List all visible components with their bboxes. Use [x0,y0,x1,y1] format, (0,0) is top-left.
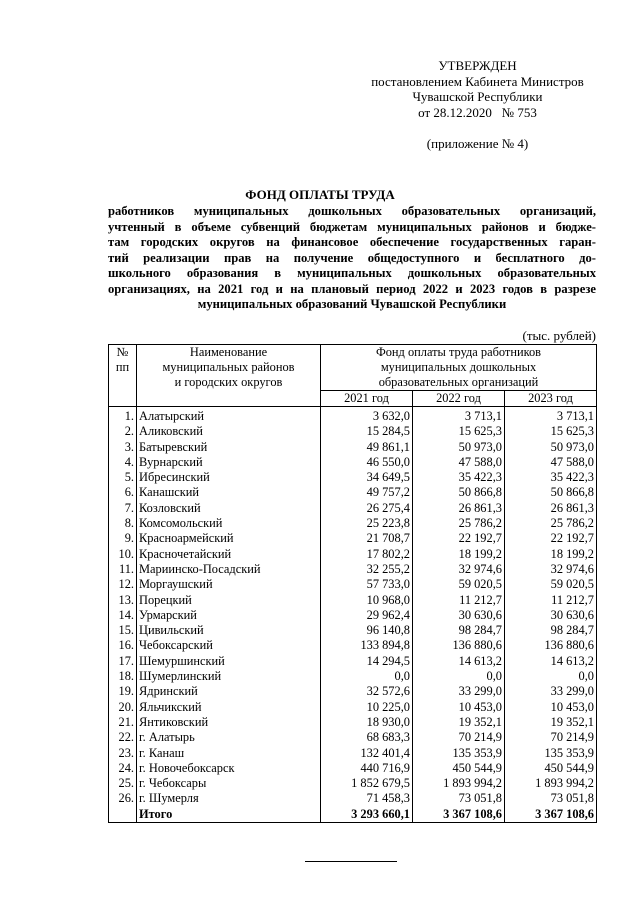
row-name: Шемуршинский [139,653,225,668]
row-value-2021: 29 962,4 [321,608,413,623]
header-year-2021: 2021 год [321,391,413,407]
row-value-2022: 25 786,2 [413,516,505,531]
row-name: Яльчикский [139,699,202,714]
row-name: Алатырский [139,409,205,423]
total-row [109,807,597,823]
row-value-2022: 32 974,6 [413,562,505,577]
row-value-2021: 46 550,0 [321,455,413,470]
header-year-2022: 2022 год [413,391,505,407]
row-name: Батыревский [139,439,208,454]
header-number: № пп [109,345,137,407]
approval-authority: постановлением Кабинета Министров [371,73,584,89]
approval-block [345,58,610,152]
row-value-2021: 32 572,6 [321,684,413,699]
row-number: 26. [109,791,137,806]
row-name: Шумерлинский [139,669,222,684]
table-row [109,501,597,516]
row-value-2023: 33 299,0 [505,684,597,699]
row-value-2022: 59 020,5 [413,577,505,592]
row-value-2023: 50 866,8 [505,485,597,500]
row-value-2021: 49 861,1 [321,440,413,455]
row-value-2021: 0,0 [321,669,413,684]
row-value-2023: 3 713,1 [505,407,597,425]
table-row [109,761,597,776]
row-number: 15. [109,623,137,638]
subtitle-line: работников муниципальных дошкольных образовательных организаций, [108,204,596,218]
subtitle-line: муниципальных образований Чувашской Республики [197,297,507,311]
table-row [109,684,597,699]
row-number: 22. [109,730,137,745]
table-row [109,531,597,546]
row-value-2023: 98 284,7 [505,623,597,638]
row-number: 14. [109,608,137,623]
row-number: 20. [109,700,137,715]
total-value-2022: 3 367 108,6 [413,807,505,823]
attachment-label: (приложение № 4) [426,136,529,151]
row-value-2023: 59 020,5 [505,577,597,592]
table-row [109,730,597,745]
fund-table-body [109,407,597,823]
row-value-2023: 136 880,6 [505,638,597,653]
row-name: Порецкий [139,592,192,607]
row-value-2021: 1 852 679,5 [321,776,413,791]
fund-table [108,344,597,823]
row-value-2023: 1 893 994,2 [505,776,597,791]
header-year-2023: 2023 год [505,391,597,407]
row-number: 4. [109,455,137,470]
row-value-2022: 26 861,3 [413,501,505,516]
table-row [109,638,597,653]
row-name: Янтиковский [139,714,209,729]
row-value-2023: 14 613,2 [505,654,597,669]
row-value-2023: 19 352,1 [505,715,597,730]
row-value-2023: 11 212,7 [505,593,597,608]
row-value-2022: 11 212,7 [413,593,505,608]
row-value-2022: 0,0 [413,669,505,684]
table-row [109,455,597,470]
row-value-2022: 450 544,9 [413,761,505,776]
row-number: 3. [109,440,137,455]
row-value-2022: 14 613,2 [413,654,505,669]
row-value-2023: 18 199,2 [505,547,597,562]
table-row [109,407,597,425]
row-value-2022: 19 352,1 [413,715,505,730]
row-value-2022: 98 284,7 [413,623,505,638]
row-name: Мариинско-Посадский [139,561,261,576]
row-value-2021: 68 683,3 [321,730,413,745]
row-value-2021: 10 225,0 [321,700,413,715]
row-name: Козловский [139,500,201,515]
row-value-2023: 30 630,6 [505,608,597,623]
table-row [109,746,597,761]
row-name: Красночетайский [139,546,232,561]
row-number: 6. [109,485,137,500]
row-name: г. Шумерля [139,791,199,806]
row-value-2022: 35 422,3 [413,470,505,485]
total-value-2021: 3 293 660,1 [321,807,413,823]
header-name: Наименование муниципальных районов и городских округов [137,345,321,407]
row-value-2022: 1 893 994,2 [413,776,505,791]
row-name: г. Чебоксары [139,776,207,791]
row-value-2022: 15 625,3 [413,424,505,439]
row-value-2023: 32 974,6 [505,562,597,577]
row-value-2022: 33 299,0 [413,684,505,699]
subtitle-line: организациях, на 2021 год и на плановый период 2022 и 2023 годов в разрезе [108,281,596,296]
row-value-2021: 32 255,2 [321,562,413,577]
row-name: Моргаушский [139,577,213,592]
table-row [109,562,597,577]
row-value-2023: 0,0 [505,669,597,684]
row-value-2021: 15 284,5 [321,424,413,439]
row-value-2021: 34 649,5 [321,470,413,485]
table-row [109,424,597,439]
row-name: Ибресинский [139,470,210,485]
row-value-2022: 30 630,6 [413,608,505,623]
row-name: г. Алатырь [139,730,195,745]
row-value-2021: 3 632,0 [321,407,413,425]
row-value-2021: 57 733,0 [321,577,413,592]
row-number: 9. [109,531,137,546]
row-value-2022: 50 866,8 [413,485,505,500]
total-label: Итого [137,807,321,823]
row-number: 23. [109,746,137,761]
approval-status: УТВЕРЖДЕН [438,58,517,73]
row-value-2022: 22 192,7 [413,531,505,546]
row-value-2021: 133 894,8 [321,638,413,653]
row-value-2023: 15 625,3 [505,424,597,439]
row-value-2021: 96 140,8 [321,623,413,638]
table-row [109,516,597,531]
header-fund-group: Фонд оплаты труда работников муниципальных дошкольных образовательных организаций [321,345,597,391]
approval-republic: Чувашской Республики [412,89,543,104]
table-row [109,715,597,730]
table-row [109,700,597,715]
row-value-2021: 440 716,9 [321,761,413,776]
row-name: Ядринский [139,684,198,699]
row-number: 24. [109,761,137,776]
approval-date-number: от 28.12.2020 № 753 [418,104,537,120]
table-row [109,547,597,562]
row-value-2021: 26 275,4 [321,501,413,516]
row-number: 16. [109,638,137,653]
row-name: Красноармейский [139,531,234,546]
row-value-2021: 25 223,8 [321,516,413,531]
row-value-2021: 17 802,2 [321,547,413,562]
row-value-2022: 18 199,2 [413,547,505,562]
units-label: (тыс. рублей) [522,328,596,343]
row-name: Комсомольский [139,516,223,531]
row-value-2022: 73 051,8 [413,791,505,806]
row-value-2022: 10 453,0 [413,700,505,715]
table-row [109,654,597,669]
row-number: 5. [109,470,137,485]
row-value-2023: 22 192,7 [505,531,597,546]
subtitle-line: там городских округов на финансовое обеспечение государственных гаран- [108,235,596,249]
subtitle-line: учтенный в объеме субвенций бюджетам муниципальных районов и бюдже- [108,219,596,234]
row-name: Урмарский [139,607,197,622]
footer-separator-line [305,861,397,862]
row-number: 1. [109,407,137,425]
row-name: Аликовский [139,424,203,439]
table-row [109,593,597,608]
table-row [109,440,597,455]
row-value-2022: 3 713,1 [413,407,505,425]
row-value-2023: 47 588,0 [505,455,597,470]
row-number: 13. [109,593,137,608]
row-value-2022: 70 214,9 [413,730,505,745]
row-value-2022: 47 588,0 [413,455,505,470]
table-row [109,623,597,638]
subtitle-line: тий реализации прав на получение общедоступного и бесплатного до- [108,250,596,265]
row-value-2021: 21 708,7 [321,531,413,546]
total-number [109,807,137,823]
row-value-2023: 25 786,2 [505,516,597,531]
document-title: ФОНД ОПЛАТЫ ТРУДА [245,187,395,202]
row-name: Чебоксарский [139,638,213,653]
row-name: Вурнарский [139,454,203,469]
table-row [109,608,597,623]
row-number: 18. [109,669,137,684]
row-value-2022: 135 353,9 [413,746,505,761]
row-number: 2. [109,424,137,439]
row-value-2023: 135 353,9 [505,746,597,761]
row-value-2022: 136 880,6 [413,638,505,653]
row-name: г. Новочебоксарск [139,760,235,775]
row-value-2023: 35 422,3 [505,470,597,485]
row-value-2023: 10 453,0 [505,700,597,715]
row-name: Канашский [139,485,200,500]
row-number: 12. [109,577,137,592]
row-value-2021: 132 401,4 [321,746,413,761]
row-value-2023: 26 861,3 [505,501,597,516]
document-subtitle [108,204,596,313]
row-number: 7. [109,501,137,516]
row-value-2021: 10 968,0 [321,593,413,608]
row-name: г. Канаш [139,745,185,760]
row-number: 25. [109,776,137,791]
table-row [109,577,597,592]
row-value-2023: 70 214,9 [505,730,597,745]
row-value-2021: 49 757,2 [321,485,413,500]
row-value-2023: 50 973,0 [505,440,597,455]
row-value-2021: 14 294,5 [321,654,413,669]
row-number: 19. [109,684,137,699]
subtitle-line: школьного образования в муниципальных дошкольных образовательных [108,266,596,280]
row-number: 21. [109,715,137,730]
row-number: 10. [109,547,137,562]
row-number: 11. [109,562,137,577]
total-value-2023: 3 367 108,6 [505,807,597,823]
table-row [109,485,597,500]
row-number: 17. [109,654,137,669]
row-value-2023: 450 544,9 [505,761,597,776]
row-value-2023: 73 051,8 [505,791,597,806]
table-row [109,470,597,485]
table-row [109,791,597,806]
table-row [109,669,597,684]
row-number: 8. [109,516,137,531]
row-value-2022: 50 973,0 [413,440,505,455]
table-row [109,776,597,791]
row-value-2021: 18 930,0 [321,715,413,730]
row-value-2021: 71 458,3 [321,791,413,806]
row-name: Цивильский [139,623,204,638]
